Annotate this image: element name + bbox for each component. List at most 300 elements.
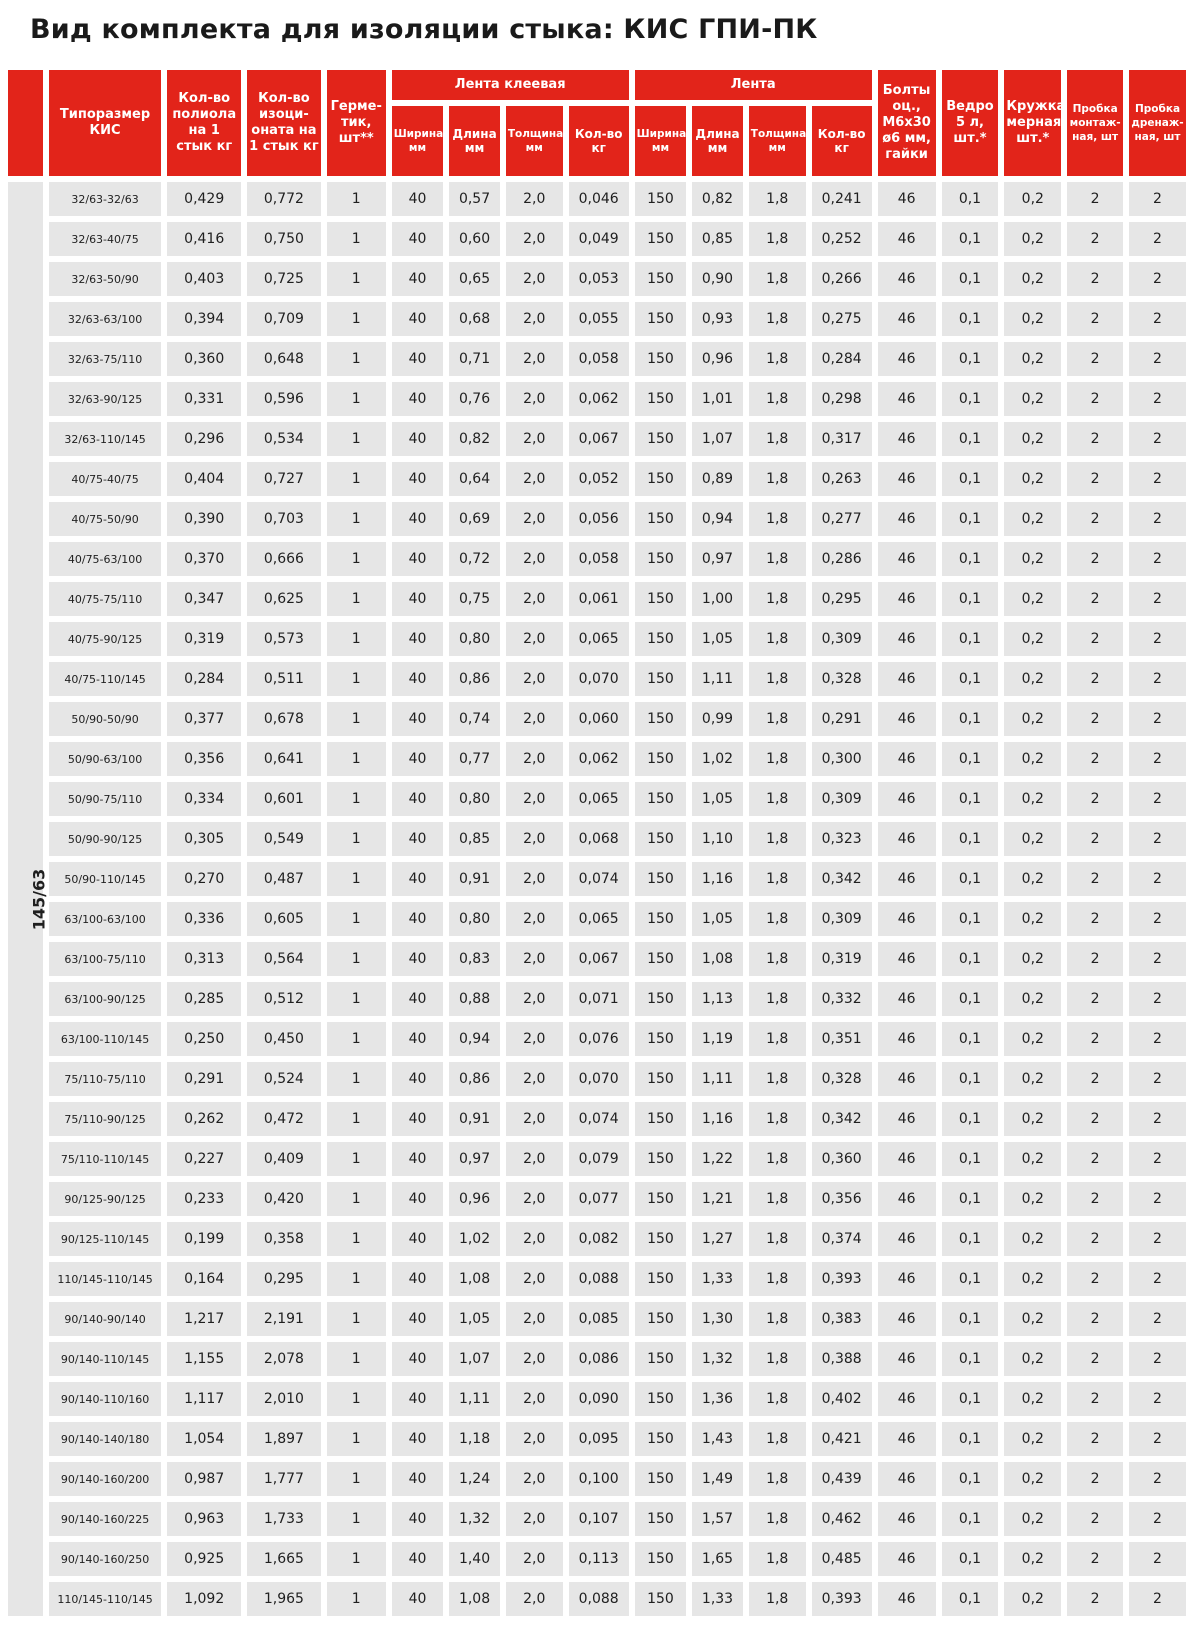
table-cell: 2,0	[506, 382, 563, 416]
table-cell: 0,291	[167, 1062, 241, 1096]
table-cell: 2	[1067, 1502, 1123, 1536]
table-cell: 150	[635, 1462, 687, 1496]
table-cell: 2,0	[506, 982, 563, 1016]
table-row	[8, 462, 1186, 496]
table-cell: 46	[878, 862, 936, 896]
table-cell: 0,1	[942, 742, 999, 776]
table-row	[8, 262, 1186, 296]
table-cell: 1,8	[749, 1462, 806, 1496]
table-cell: 0,331	[167, 382, 241, 416]
table-cell: 1	[327, 542, 386, 576]
table-cell: 0,82	[692, 182, 743, 216]
table-cell: 0,1	[942, 1342, 999, 1376]
table-cell: 0,1	[942, 1502, 999, 1536]
cell-size: 75/110-75/110	[49, 1062, 162, 1096]
table-cell: 2	[1067, 302, 1123, 336]
table-cell: 2	[1067, 222, 1123, 256]
table-cell: 2	[1067, 1462, 1123, 1496]
table-cell: 2	[1129, 502, 1186, 536]
table-cell: 1,217	[167, 1302, 241, 1336]
table-cell: 0,1	[942, 1462, 999, 1496]
table-row	[8, 1022, 1186, 1056]
table-cell: 0,80	[449, 782, 500, 816]
table-cell: 2	[1129, 1542, 1186, 1576]
table-cell: 1,8	[749, 1262, 806, 1296]
table-cell: 1	[327, 1302, 386, 1336]
table-cell: 2	[1129, 1302, 1186, 1336]
table-cell: 1,07	[692, 422, 743, 456]
header-plug-drain: Пробка дренаж-ная, шт	[1129, 70, 1186, 176]
table-cell: 1,02	[449, 1222, 500, 1256]
table-cell: 0,86	[449, 1062, 500, 1096]
table-cell: 2,0	[506, 502, 563, 536]
table-cell: 2,0	[506, 662, 563, 696]
table-cell: 0,703	[247, 502, 321, 536]
side-header-cell	[8, 70, 43, 176]
cell-size: 75/110-90/125	[49, 1102, 162, 1136]
table-cell: 46	[878, 1382, 936, 1416]
table-cell: 0,056	[569, 502, 629, 536]
table-row	[8, 822, 1186, 856]
table-cell: 2	[1067, 1582, 1123, 1616]
table-cell: 2,0	[506, 742, 563, 776]
table-cell: 2,0	[506, 1342, 563, 1376]
table-cell: 0,2	[1004, 1462, 1061, 1496]
table-cell: 0,370	[167, 542, 241, 576]
cell-size: 32/63-32/63	[49, 182, 162, 216]
cell-size: 75/110-110/145	[49, 1142, 162, 1176]
table-cell: 1,8	[749, 1302, 806, 1336]
table-cell: 2	[1129, 582, 1186, 616]
table-cell: 0,2	[1004, 902, 1061, 936]
header-plug-mount: Пробка монтаж-ная, шт	[1067, 70, 1123, 176]
cell-size: 110/145-110/145	[49, 1262, 162, 1296]
table-cell: 1,13	[692, 982, 743, 1016]
table-cell: 1,8	[749, 742, 806, 776]
table-cell: 1,8	[749, 1422, 806, 1456]
table-cell: 0,227	[167, 1142, 241, 1176]
table-cell: 2	[1067, 1542, 1123, 1576]
table-cell: 1,30	[692, 1302, 743, 1336]
table-cell: 1	[327, 622, 386, 656]
table-cell: 0,450	[247, 1022, 321, 1056]
table-row	[8, 622, 1186, 656]
table-cell: 2,0	[506, 782, 563, 816]
table-cell: 150	[635, 302, 687, 336]
table-cell: 2	[1067, 1102, 1123, 1136]
cell-size: 32/63-63/100	[49, 302, 162, 336]
table-cell: 2	[1129, 1022, 1186, 1056]
table-cell: 40	[392, 862, 444, 896]
table-cell: 2,0	[506, 1062, 563, 1096]
table-cell: 150	[635, 862, 687, 896]
table-cell: 0,342	[812, 1102, 872, 1136]
table-cell: 0,1	[942, 702, 999, 736]
table-cell: 0,067	[569, 422, 629, 456]
table-cell: 2,0	[506, 182, 563, 216]
table-cell: 0,079	[569, 1142, 629, 1176]
table-cell: 0,313	[167, 942, 241, 976]
table-cell: 0,1	[942, 862, 999, 896]
table-cell: 0,360	[812, 1142, 872, 1176]
table-cell: 2,0	[506, 1462, 563, 1496]
table-cell: 0,524	[247, 1062, 321, 1096]
page-title: Вид комплекта для изоляции стыка: КИС ГПИ-ПК	[30, 14, 818, 45]
table-row	[8, 662, 1186, 696]
table-cell: 150	[635, 1342, 687, 1376]
table-cell: 46	[878, 1102, 936, 1136]
table-cell: 0,356	[812, 1182, 872, 1216]
table-cell: 1,8	[749, 1382, 806, 1416]
table-cell: 1	[327, 1462, 386, 1496]
table-cell: 0,076	[569, 1022, 629, 1056]
table-cell: 40	[392, 702, 444, 736]
table-cell: 46	[878, 422, 936, 456]
table-cell: 1,8	[749, 1542, 806, 1576]
table-cell: 1	[327, 862, 386, 896]
table-cell: 2,0	[506, 222, 563, 256]
table-cell: 0,252	[812, 222, 872, 256]
table-cell: 0,046	[569, 182, 629, 216]
table-cell: 40	[392, 1342, 444, 1376]
table-cell: 2	[1129, 1422, 1186, 1456]
table-cell: 40	[392, 1502, 444, 1536]
table-cell: 0,2	[1004, 582, 1061, 616]
table-cell: 0,298	[812, 382, 872, 416]
table-cell: 46	[878, 902, 936, 936]
table-cell: 0,1	[942, 662, 999, 696]
table-cell: 1	[327, 1142, 386, 1176]
table-cell: 1,8	[749, 502, 806, 536]
table-cell: 0,462	[812, 1502, 872, 1536]
table-cell: 1,8	[749, 1502, 806, 1536]
table-cell: 2	[1129, 182, 1186, 216]
table-cell: 2	[1067, 1302, 1123, 1336]
table-cell: 2	[1129, 1262, 1186, 1296]
table-cell: 2,191	[247, 1302, 321, 1336]
table-cell: 2	[1067, 742, 1123, 776]
table-row	[8, 422, 1186, 456]
table-cell: 2	[1067, 1262, 1123, 1296]
table-cell: 0,390	[167, 502, 241, 536]
table-cell: 0,2	[1004, 942, 1061, 976]
table-cell: 40	[392, 542, 444, 576]
table-cell: 1,8	[749, 1022, 806, 1056]
table-cell: 2	[1129, 1462, 1186, 1496]
table-cell: 0,062	[569, 382, 629, 416]
kit-table	[2, 64, 1192, 1622]
table-cell: 46	[878, 222, 936, 256]
table-cell: 1,10	[692, 822, 743, 856]
table-cell: 2,0	[506, 1102, 563, 1136]
table-cell: 0,074	[569, 862, 629, 896]
table-cell: 0,1	[942, 1302, 999, 1336]
table-cell: 1,11	[449, 1382, 500, 1416]
table-cell: 0,678	[247, 702, 321, 736]
table-cell: 1	[327, 702, 386, 736]
table-cell: 40	[392, 1382, 444, 1416]
table-cell: 0,2	[1004, 1502, 1061, 1536]
table-cell: 40	[392, 1462, 444, 1496]
table-cell: 2	[1067, 822, 1123, 856]
cell-size: 90/140-160/200	[49, 1462, 162, 1496]
table-cell: 0,100	[569, 1462, 629, 1496]
table-row	[8, 582, 1186, 616]
table-cell: 1,155	[167, 1342, 241, 1376]
table-cell: 1,08	[449, 1262, 500, 1296]
table-cell: 0,666	[247, 542, 321, 576]
table-cell: 2	[1067, 262, 1123, 296]
table-cell: 0,270	[167, 862, 241, 896]
table-cell: 0,1	[942, 902, 999, 936]
table-cell: 0,99	[692, 702, 743, 736]
table-cell: 0,648	[247, 342, 321, 376]
table-cell: 1,8	[749, 222, 806, 256]
table-row	[8, 1462, 1186, 1496]
table-cell: 2	[1067, 342, 1123, 376]
table-cell: 1,05	[692, 782, 743, 816]
table-cell: 40	[392, 662, 444, 696]
table-cell: 1	[327, 1182, 386, 1216]
table-cell: 1,16	[692, 1102, 743, 1136]
table-cell: 0,1	[942, 1022, 999, 1056]
table-cell: 40	[392, 742, 444, 776]
table-cell: 1,8	[749, 1342, 806, 1376]
table-cell: 40	[392, 1182, 444, 1216]
table-cell: 0,2	[1004, 862, 1061, 896]
table-cell: 2	[1129, 1102, 1186, 1136]
table-cell: 2,078	[247, 1342, 321, 1376]
table-cell: 0,1	[942, 182, 999, 216]
cell-size: 90/140-110/160	[49, 1382, 162, 1416]
table-cell: 150	[635, 502, 687, 536]
table-cell: 0,070	[569, 662, 629, 696]
table-cell: 0,725	[247, 262, 321, 296]
table-cell: 0,76	[449, 382, 500, 416]
table-cell: 2	[1129, 302, 1186, 336]
table-cell: 2,0	[506, 1302, 563, 1336]
table-cell: 46	[878, 742, 936, 776]
table-cell: 0,91	[449, 862, 500, 896]
table-cell: 2	[1129, 742, 1186, 776]
cell-size: 63/100-90/125	[49, 982, 162, 1016]
table-cell: 0,96	[449, 1182, 500, 1216]
table-row	[8, 982, 1186, 1016]
table-cell: 2,0	[506, 1542, 563, 1576]
table-cell: 46	[878, 662, 936, 696]
table-cell: 2,0	[506, 822, 563, 856]
table-cell: 1,40	[449, 1542, 500, 1576]
table-cell: 0,596	[247, 382, 321, 416]
table-cell: 2	[1067, 1342, 1123, 1376]
table-cell: 40	[392, 942, 444, 976]
table-cell: 0,1	[942, 382, 999, 416]
group-label: 145/63	[29, 868, 49, 930]
table-cell: 0,89	[692, 462, 743, 496]
table-cell: 0,709	[247, 302, 321, 336]
table-cell: 0,061	[569, 582, 629, 616]
table-cell: 2	[1067, 942, 1123, 976]
table-cell: 1,8	[749, 862, 806, 896]
table-cell: 1,33	[692, 1582, 743, 1616]
table-cell: 0,284	[812, 342, 872, 376]
table-cell: 0,987	[167, 1462, 241, 1496]
table-cell: 40	[392, 782, 444, 816]
table-cell: 2	[1067, 622, 1123, 656]
table-cell: 1,8	[749, 982, 806, 1016]
table-cell: 1,18	[449, 1422, 500, 1456]
table-cell: 0,065	[569, 782, 629, 816]
table-cell: 1	[327, 342, 386, 376]
table-row	[8, 942, 1186, 976]
table-cell: 46	[878, 1502, 936, 1536]
header-bolts: Болты оц., М6х30 ø6 мм, гайки	[878, 70, 936, 176]
cell-size: 63/100-63/100	[49, 902, 162, 936]
table-cell: 0,285	[167, 982, 241, 1016]
table-cell: 1,21	[692, 1182, 743, 1216]
table-cell: 2	[1067, 782, 1123, 816]
table-cell: 0,309	[812, 622, 872, 656]
table-cell: 0,85	[692, 222, 743, 256]
table-cell: 0,095	[569, 1422, 629, 1456]
table-cell: 46	[878, 1022, 936, 1056]
cell-size: 40/75-90/125	[49, 622, 162, 656]
table-cell: 1,8	[749, 182, 806, 216]
table-cell: 150	[635, 1262, 687, 1296]
cell-size: 90/140-110/145	[49, 1342, 162, 1376]
table-cell: 2	[1067, 1062, 1123, 1096]
table-cell: 0,070	[569, 1062, 629, 1096]
table-cell: 1,8	[749, 1182, 806, 1216]
table-cell: 0,284	[167, 662, 241, 696]
table-row	[8, 1422, 1186, 1456]
table-cell: 1,897	[247, 1422, 321, 1456]
table-cell: 0,1	[942, 1542, 999, 1576]
table-cell: 0,2	[1004, 982, 1061, 1016]
cell-size: 40/75-63/100	[49, 542, 162, 576]
table-cell: 0,300	[812, 742, 872, 776]
table-row	[8, 382, 1186, 416]
table-cell: 0,277	[812, 502, 872, 536]
table-cell: 150	[635, 702, 687, 736]
table-cell: 0,97	[692, 542, 743, 576]
table-cell: 1	[327, 742, 386, 776]
cell-size: 50/90-75/110	[49, 782, 162, 816]
table-cell: 0,305	[167, 822, 241, 856]
table-cell: 0,80	[449, 902, 500, 936]
table-cell: 0,266	[812, 262, 872, 296]
table-cell: 150	[635, 902, 687, 936]
table-cell: 2,0	[506, 862, 563, 896]
table-cell: 0,1	[942, 822, 999, 856]
table-cell: 46	[878, 1262, 936, 1296]
table-cell: 1	[327, 1502, 386, 1536]
table-cell: 46	[878, 542, 936, 576]
table-cell: 1	[327, 382, 386, 416]
table-cell: 0,625	[247, 582, 321, 616]
table-cell: 0,85	[449, 822, 500, 856]
table-cell: 46	[878, 182, 936, 216]
table-cell: 150	[635, 822, 687, 856]
table-row	[8, 182, 1186, 216]
table-cell: 2	[1067, 1222, 1123, 1256]
table-cell: 150	[635, 1182, 687, 1216]
table-cell: 0,1	[942, 462, 999, 496]
table-cell: 2,0	[506, 582, 563, 616]
table-cell: 150	[635, 1542, 687, 1576]
table-cell: 1	[327, 1262, 386, 1296]
table-cell: 0,2	[1004, 222, 1061, 256]
table-cell: 46	[878, 582, 936, 616]
table-cell: 46	[878, 462, 936, 496]
table-cell: 0,1	[942, 942, 999, 976]
table-row	[8, 1582, 1186, 1616]
header-adhesive-length: Длина мм	[449, 106, 500, 176]
table-row	[8, 742, 1186, 776]
table-cell: 150	[635, 542, 687, 576]
table-cell: 46	[878, 622, 936, 656]
table-cell: 40	[392, 262, 444, 296]
table-cell: 1	[327, 302, 386, 336]
table-cell: 0,1	[942, 302, 999, 336]
table-cell: 1,57	[692, 1502, 743, 1536]
table-cell: 46	[878, 1302, 936, 1336]
cell-size: 50/90-63/100	[49, 742, 162, 776]
header-bucket: Ведро 5 л, шт.*	[942, 70, 999, 176]
cell-size: 110/145-110/145	[49, 1582, 162, 1616]
table-cell: 0,1	[942, 502, 999, 536]
table-cell: 150	[635, 1582, 687, 1616]
cell-size: 90/125-110/145	[49, 1222, 162, 1256]
table-cell: 46	[878, 782, 936, 816]
table-cell: 0,328	[812, 1062, 872, 1096]
table-cell: 0,1	[942, 1582, 999, 1616]
table-cell: 1,8	[749, 782, 806, 816]
cell-size: 63/100-110/145	[49, 1022, 162, 1056]
header-tape-thickness: Толщина мм	[749, 106, 806, 176]
cell-size: 40/75-40/75	[49, 462, 162, 496]
table-cell: 1	[327, 1542, 386, 1576]
table-row	[8, 862, 1186, 896]
table-cell: 40	[392, 302, 444, 336]
table-cell: 0,2	[1004, 1062, 1061, 1096]
table-cell: 0,72	[449, 542, 500, 576]
table-cell: 0,071	[569, 982, 629, 1016]
table-cell: 0,2	[1004, 1542, 1061, 1576]
table-cell: 1	[327, 662, 386, 696]
table-cell: 1,43	[692, 1422, 743, 1456]
cell-size: 90/140-160/225	[49, 1502, 162, 1536]
cell-size: 90/140-160/250	[49, 1542, 162, 1576]
table-cell: 0,241	[812, 182, 872, 216]
table-cell: 0,2	[1004, 822, 1061, 856]
table-cell: 150	[635, 382, 687, 416]
table-cell: 0,1	[942, 782, 999, 816]
table-cell: 2	[1067, 862, 1123, 896]
table-cell: 46	[878, 1542, 936, 1576]
table-cell: 2	[1129, 1582, 1186, 1616]
table-cell: 40	[392, 1582, 444, 1616]
table-cell: 150	[635, 982, 687, 1016]
table-cell: 150	[635, 942, 687, 976]
table-cell: 1	[327, 582, 386, 616]
table-cell: 150	[635, 462, 687, 496]
table-cell: 0,2	[1004, 1022, 1061, 1056]
table-cell: 0,323	[812, 822, 872, 856]
table-cell: 1	[327, 182, 386, 216]
table-cell: 0,69	[449, 502, 500, 536]
table-cell: 0,91	[449, 1102, 500, 1136]
